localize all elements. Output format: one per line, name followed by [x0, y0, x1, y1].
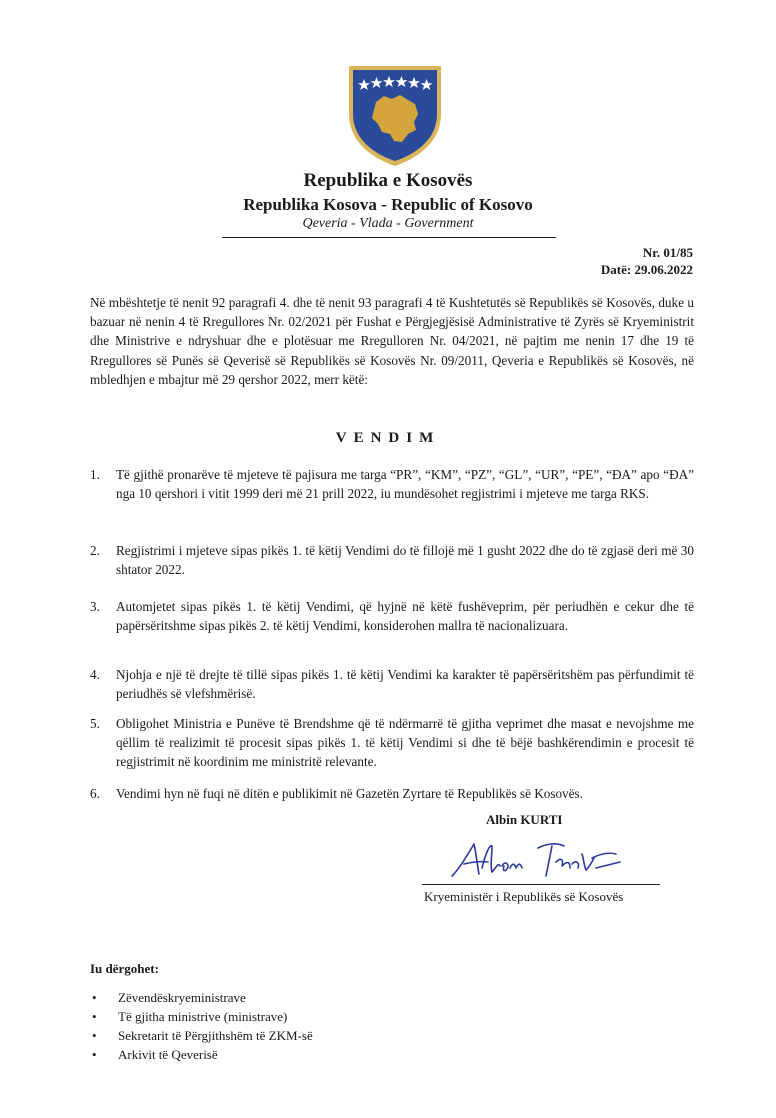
intro-paragraph: Në mbështetje të nenit 92 paragrafi 4. dhe të nenit 93 paragrafi 4 të Kushtetutës së Republikës së Kosovës, duke u bazuar në nenin 4 të Rregullores Nr. 02/2021 për Fushat e Përgjegjësisë Administrative të Zyrës së Kryeministrit dhe Ministrive e ndryshuar dhe e plotësuar me Rregulloren Nr. 04/2021, në pajtim me nenin 17 dhe 19 të Rregullores së Punës së Qeverisë së Republikës së Kosovës Nr. 09/2011, Qeveria e Republikës së Kosovës, në mbledhjen e mbajtur më 29 qershor 2022, merr këtë:	[90, 295, 694, 387]
decision-title: VENDIM	[335, 430, 441, 446]
decision-item	[90, 597, 694, 635]
bullet-icon: •	[92, 990, 97, 1005]
recipient: Arkivit të Qeverisë	[118, 1047, 218, 1062]
document-number: Nr. 01/85	[642, 245, 693, 260]
list-item	[90, 1007, 313, 1026]
item-number: 5.	[90, 716, 100, 731]
issuer-government: Qeveria - Vlada - Government	[302, 216, 474, 231]
handwritten-signature-icon	[446, 832, 626, 886]
item-text: Obligohet Ministria e Punëve të Brendshme që të ndërmarrë të gjitha veprimet dhe masat e nevojshme me qëllim të realizimit të procesit sipas pikës 1. të këtij Vendimi si dhe të bëjë bashkërendimin e procesit të regjistrimit në koordinim me ministritë relevante.	[116, 716, 694, 770]
bullet-icon: •	[92, 1009, 97, 1024]
distribution-title: Iu dërgohet:	[90, 961, 159, 976]
list-item	[90, 1026, 313, 1045]
bullet-icon: •	[92, 1028, 97, 1043]
item-text: Të gjithë pronarëve të mjeteve të pajisura me targa “PR”, “KM”, “PZ”, “GL”, “UR”, “PE”, “ĐA” apo “ÐA” nga 10 qershori i vitit 1999 deri më 21 prill 2022, iu mundësohet regjistrimi i mjeteve me targa RKS.	[116, 467, 694, 502]
recipient: Sekretarit të Përgjithshëm të ZKM-së	[118, 1028, 313, 1043]
item-text: Vendimi hyn në fuqi në ditën e publikimit në Gazetën Zyrtare të Republikës së Kosovës.	[116, 786, 583, 801]
kosovo-coat-of-arms-icon	[346, 62, 444, 168]
item-number: 4.	[90, 667, 100, 682]
decision-item	[90, 665, 694, 703]
item-number: 3.	[90, 599, 100, 614]
signature-line	[422, 884, 660, 885]
bullet-icon: •	[92, 1047, 97, 1062]
item-number: 2.	[90, 543, 100, 558]
decision-item	[90, 465, 694, 503]
header-divider	[222, 237, 556, 238]
signer-name: Albin KURTI	[486, 812, 563, 827]
list-item	[90, 1045, 313, 1064]
recipient: Zëvendëskryeministrave	[118, 990, 246, 1005]
signer-title: Kryeministër i Republikës së Kosovës	[424, 889, 624, 904]
decision-item	[90, 541, 694, 579]
document-date: Datë: 29.06.2022	[600, 262, 693, 277]
recipient: Të gjitha ministrive (ministrave)	[118, 1009, 288, 1024]
item-number: 6.	[90, 786, 100, 801]
issuer-name: Republika e Kosovës	[303, 170, 473, 191]
issuer-name-bilingual: Republika Kosova - Republic of Kosovo	[243, 195, 533, 214]
item-text: Automjetet sipas pikës 1. të këtij Vendimi, që hyjnë në këtë fushëveprim, për periudhën e cekur dhe të papërsëritshme sipas pikës 2. të këtij Vendimi, konsiderohen mallra të nacionalizuara.	[116, 599, 694, 634]
item-number: 1.	[90, 467, 100, 482]
list-item	[90, 988, 313, 1007]
decision-item	[90, 784, 694, 803]
item-text: Regjistrimi i mjeteve sipas pikës 1. të këtij Vendimi do të fillojë më 1 gusht 2022 dhe do të zgjasë deri më 30 shtator 2022.	[116, 543, 694, 578]
decision-item	[90, 714, 694, 772]
item-text: Njohja e një të drejte të tillë sipas pikës 1. të këtij Vendimi ka karakter të papërsëritshëm pas përfundimit të periudhës së vlefshmërisë.	[116, 667, 694, 702]
distribution-list	[90, 988, 313, 1064]
